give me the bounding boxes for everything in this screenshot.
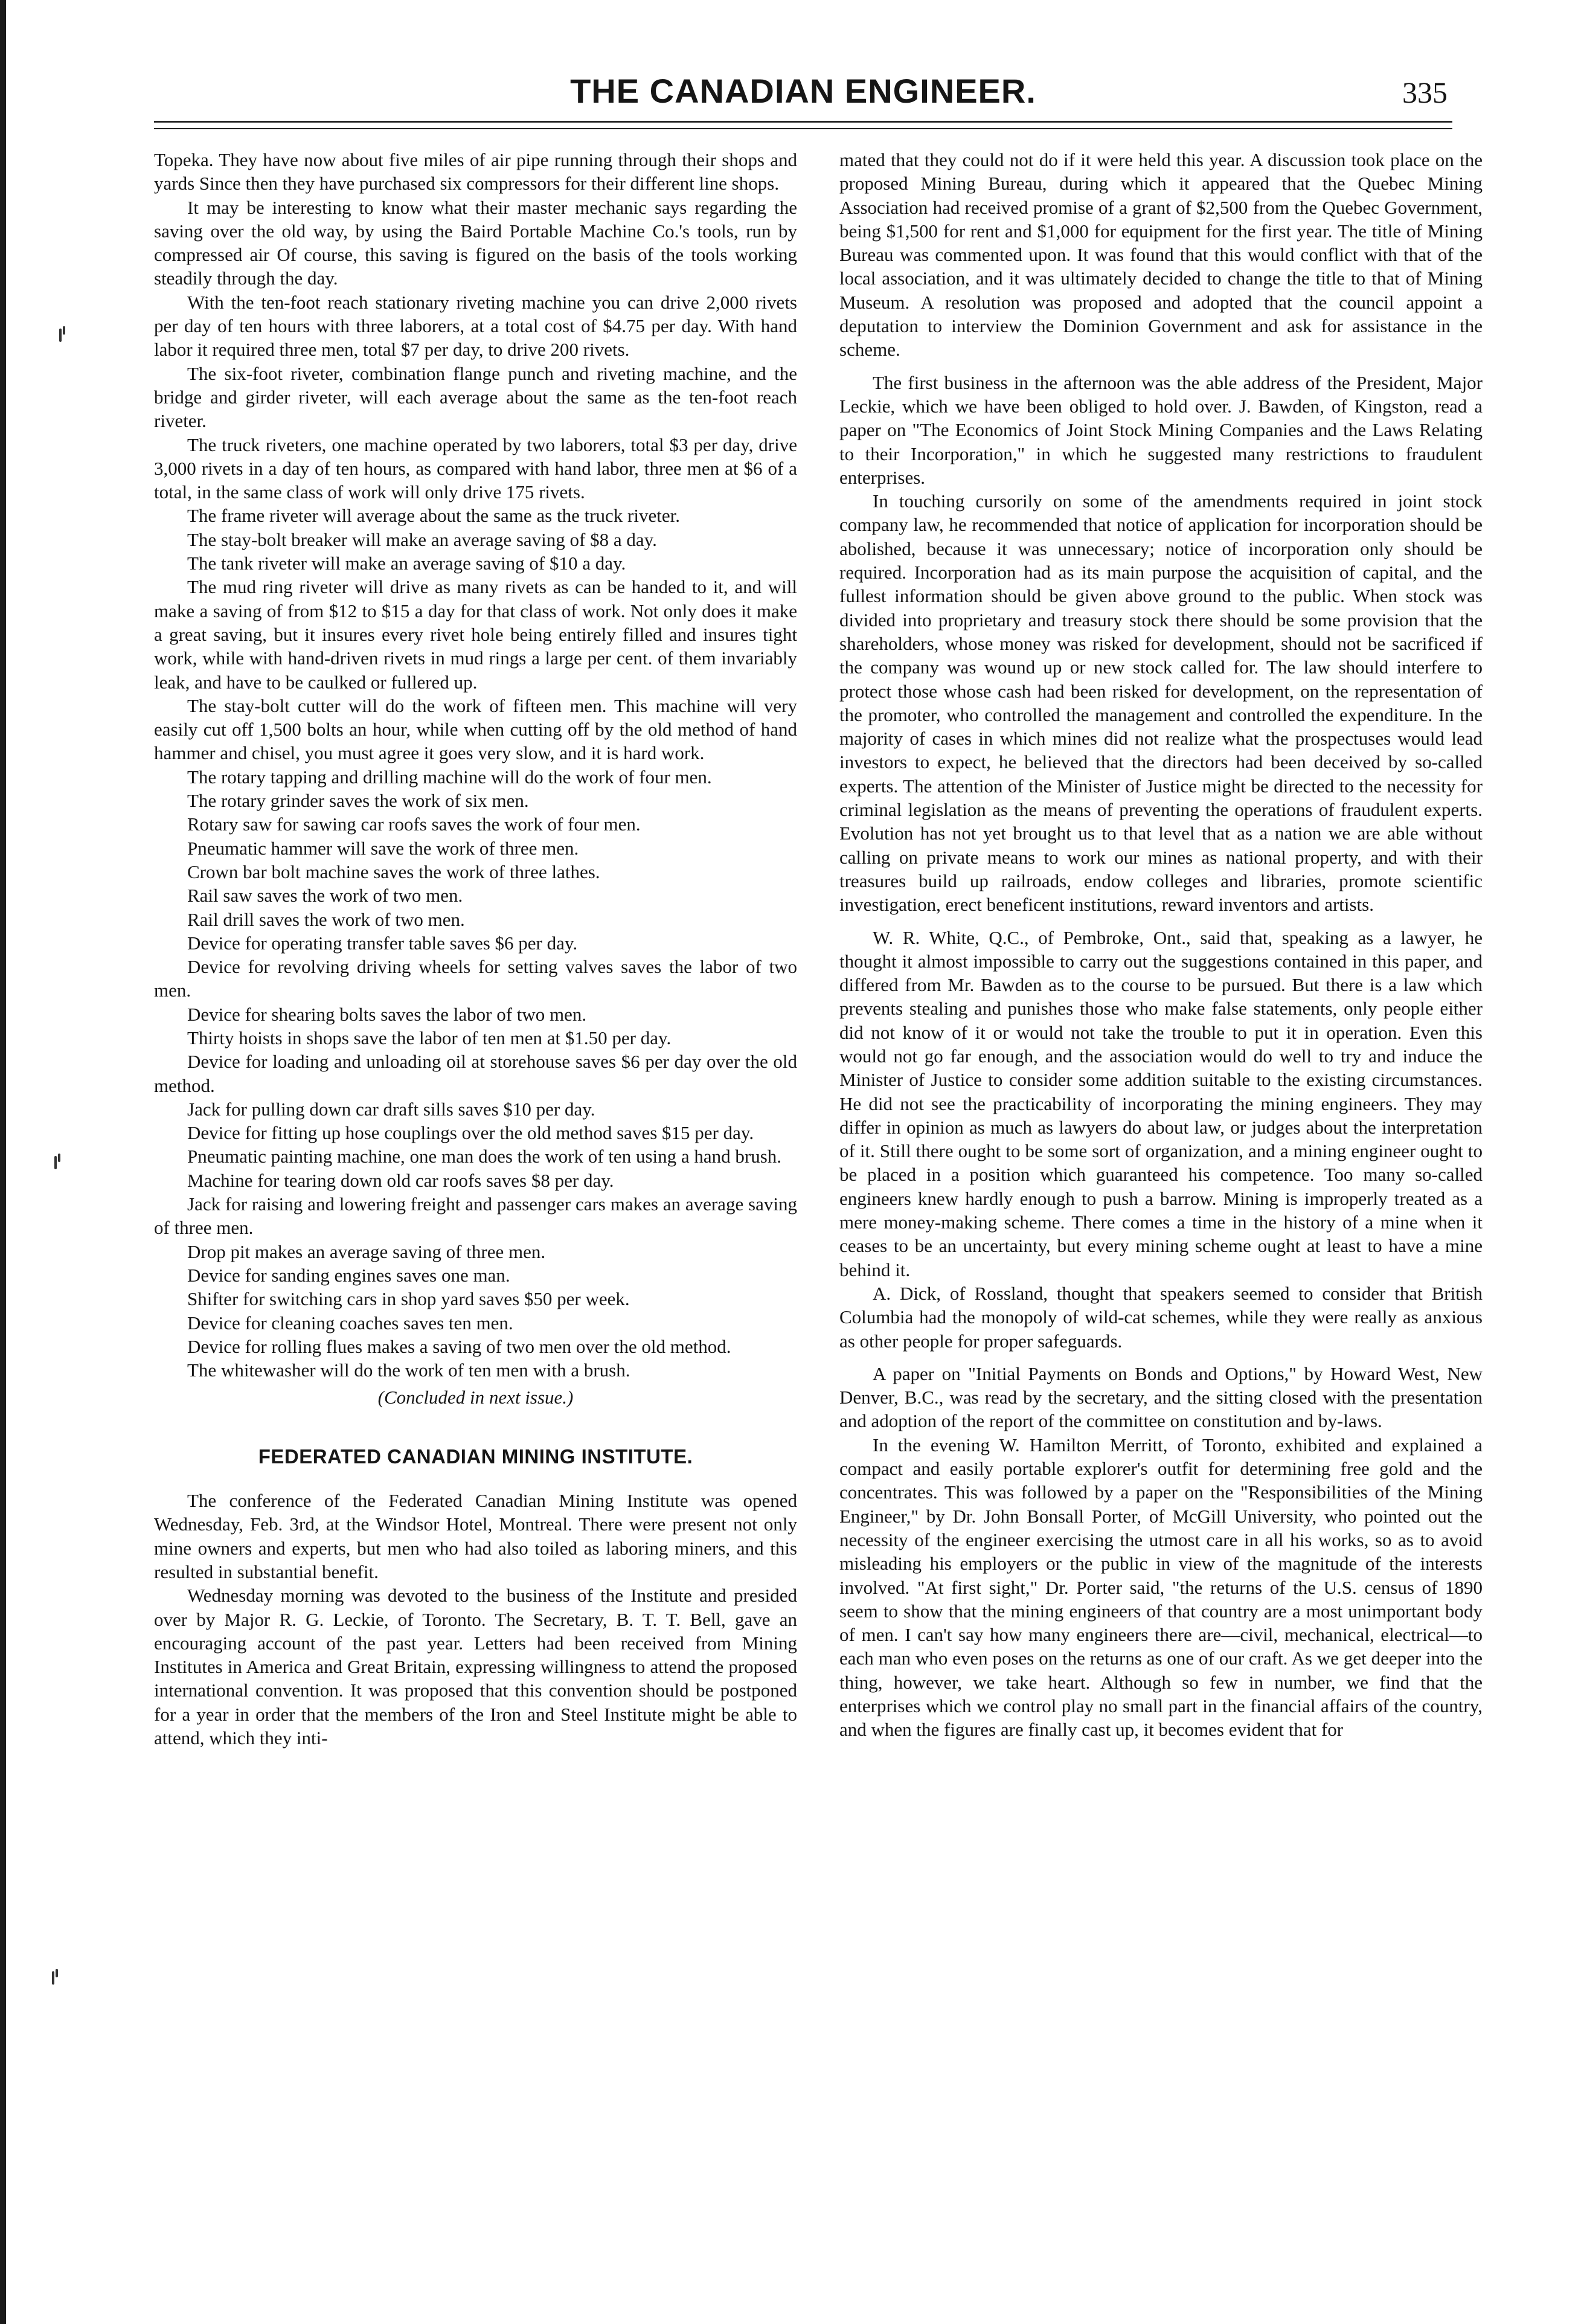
paragraph: Crown bar bolt machine saves the work of three lathes. bbox=[187, 861, 600, 882]
paragraph: The stay-bolt breaker will make an average saving of $8 a day. bbox=[187, 528, 657, 550]
paragraph: In the evening W. Hamilton Merritt, of Toronto, exhibited and explained a compact and easily portable explorer's outfit for determining free gold and the concentrates. This was followed by a paper on the "Responsibilities of the Mining Engineer," by Dr. John Bonsall Porter, of McGill University, who pointed out the necessity of the engineer exercising the utmost care in all his works, so as to avoid misleading his employers or the public in view of the magnitude of the interests involved. "At first sight," Dr. Porter said, "the returns of the U.S. census of 1890 seem to show that the mining engineers of that country are a most unimportant body of men. I can't say how many engineers there are—civil, mechanical, electrical—to each man who even poses on the returns as one of our craft. As we get deeper into the thing, however, we take heart. Although so few in number, we find that the enterprises which we control play no small part in the financial affairs of the country, and when the figures are finally cast up, it becomes evident that for bbox=[839, 1434, 1483, 1741]
paragraph: It may be interesting to know what their master mechanic says regarding the saving over the old way, by using the Baird Portable Machine Co.'s tools, run by compressed air Of course, this saving is figured on the basis of the tools working steadily through the day. bbox=[154, 196, 797, 289]
paragraph: Device for loading and unloading oil at storehouse saves $6 per day over the old method. bbox=[154, 1051, 797, 1096]
paragraph: Rail drill saves the work of two men. bbox=[187, 908, 465, 930]
paragraph: W. R. White, Q.C., of Pembroke, Ont., said that, speaking as a lawyer, he thought it almost impossible to carry out the suggestions contained in this paper, and differed from Mr. Bawden as to the course to be pursued. But there is a law which prevents stealing and punishes those who make false statements, only people either did not know of it or would not take the trouble to put it in operation. Even this would not go far enough, and the association would do well to try and induce the Minister of Justice to consider some addition suitable to the existing circumstances. He did not see the practicability of incorporating the mining engineers. They may differ in opinion as much as lawyers do about law, or judges about the interpretation of it. Still there ought to be some sort of organization, and a mining engineer ought to be placed in a position which guaranteed his competence. Too many so-called engineers knew hardly enough to push a barrow. Mining is improperly treated as a mere money-making scheme. There comes a time in the history of a mine when it ceases to be an uncertainty, but every mining scheme ought at least to have a mine behind it. bbox=[839, 926, 1483, 1280]
paragraph: Rotary saw for sawing car roofs saves the work of four men. bbox=[187, 814, 641, 835]
paragraph: Device for revolving driving wheels for setting valves saves the labor of two men. bbox=[154, 956, 797, 1001]
paragraph: Topeka. They have now about five miles of air pipe running through their shops and yards Since then they have purchased six compressors for their different line shops. bbox=[154, 149, 797, 194]
paragraph: Device for operating transfer table saves $6 per day. bbox=[187, 932, 578, 954]
paragraph: The stay-bolt cutter will do the work of fifteen men. This machine will very easily cut off 1,500 bolts an hour, while when cutting off by the old method of hand hammer and chisel, you must agree it goes very slow, and it is hard work. bbox=[154, 695, 797, 764]
paragraph: The frame riveter will average about the same as the truck riveter. bbox=[187, 505, 680, 527]
binding-edge bbox=[0, 0, 6, 2324]
paragraph: Device for cleaning coaches saves ten men. bbox=[187, 1312, 513, 1334]
paragraph: The rotary grinder saves the work of six men. bbox=[187, 790, 529, 812]
margin-mark bbox=[51, 1969, 59, 1988]
paragraph: The whitewasher will do the work of ten men with a brush. bbox=[187, 1359, 630, 1381]
paragraph: Shifter for switching cars in shop yard saves $50 per week. bbox=[187, 1288, 630, 1310]
paragraph: Thirty hoists in shops save the labor of ten men at $1.50 per day. bbox=[187, 1027, 672, 1048]
paragraph: The truck riveters, one machine operated by two laborers, total $3 per day, drive 3,000 rivets in a day of ten hours, as compared with hand labor, three men at $6 of a total, in the same class of work will only drive 175 rivets. bbox=[154, 434, 797, 503]
paragraph: The rotary tapping and drilling machine will do the work of four men. bbox=[187, 766, 712, 788]
paragraph: In touching cursorily on some of the amendments required in joint stock company law, he recommended that notice of application for incorporation should be abolished, because it was unnecessary; notice of incorporation only should be required. Incorporation had as its main purpose the acquisition of capital, and the fullest information should be given above ground to the public. When stock was divided into proprietary and treasury stock there should be some provision that the shareholders, whose money was risked for development, should not be sacrificed if the company was wound up or new stock called for. The law should interfere to protect those whose cash had been risked for development, on the representation of the promoter, who controlled the management and controlled the expenditure. In the majority of cases in which mines did not realize what the prospectuses would lead investors to expect, he believed that the directors had been deceived by so-called experts. The attention of the Minister of Justice might be directed to the necessity for criminal legislation as the means of preventing the operations of fraudulent experts. Evolution has not yet brought us to that level that as a nation we are able without calling on private means to work our mines as national property, and with their treasures build up railroads, endow colleges and libraries, promote scientific investigation, erect beneficent institutions, reward inventors and artists. bbox=[839, 490, 1483, 916]
paragraph: Pneumatic hammer will save the work of three men. bbox=[187, 837, 579, 859]
paragraph: Jack for raising and lowering freight and passenger cars makes an average saving of three men. bbox=[154, 1193, 797, 1239]
header-rule bbox=[154, 128, 1452, 129]
right-column bbox=[839, 148, 1483, 1742]
paragraph: Jack for pulling down car draft sills saves $10 per day. bbox=[187, 1098, 595, 1120]
paragraph: The conference of the Federated Canadian Mining Institute was opened Wednesday, Feb. 3rd, at the Windsor Hotel, Montreal. There were present not only mine owners and experts, but men who had also toiled as laboring miners, and this resulted in substantial benefit. bbox=[154, 1490, 797, 1582]
paragraph: Device for shearing bolts saves the labor of two men. bbox=[187, 1003, 587, 1025]
paragraph: mated that they could not do if it were held this year. A discussion took place on the proposed Mining Bureau, during which it appeared that the Quebec Mining Association had received promise of a grant of $2,500 from the Quebec Government, being $1,500 for rent and $1,000 for equipment for the first year. The title of Mining Bureau was commented upon. It was found that this would conflict with that of the local association, and it was ultimately decided to change the title to that of Mining Museum. A resolution was proposed and adopted that the council appoint a deputation to interview the Dominion Government and ask for assistance in the scheme. bbox=[839, 149, 1483, 361]
page-header bbox=[154, 65, 1452, 135]
header-rule bbox=[154, 121, 1452, 123]
paragraph: The mud ring riveter will drive as many rivets as can be handed to it, and will make a saving of from $12 to $15 a day for that class of work. Not only does it make a great saving, but it insures every rivet hole being entirely filled and insures tight work, while with hand-driven rivets in mud rings a large per cent. of them invariably leak, and have to be caulked or fullered up. bbox=[154, 576, 797, 693]
paragraph: With the ten-foot reach stationary riveting machine you can drive 2,000 rivets per day of ten hours with three laborers, at a total cost of $4.75 per day. With hand labor it required three men, total $7 per day, to drive 200 rivets. bbox=[154, 291, 797, 361]
paragraph: A paper on "Initial Payments on Bonds and Options," by Howard West, New Denver, B.C., was read by the secretary, and the sitting closed with the presentation and adoption of the report of the committee on constitution and by-laws. bbox=[839, 1363, 1483, 1432]
margin-mark bbox=[58, 326, 66, 345]
page-number: 335 bbox=[1402, 75, 1448, 109]
concluded-note-text: (Concluded in next issue.) bbox=[377, 1387, 574, 1408]
paragraph: A. Dick, of Rossland, thought that speakers seemed to consider that British Columbia had the monopoly of wild-cat schemes, while they were really as anxious as other people for proper safeguards. bbox=[839, 1282, 1483, 1352]
journal-title: THE CANADIAN ENGINEER. bbox=[570, 72, 1036, 110]
paragraph: Device for fitting up hose couplings over the old method saves $15 per day. bbox=[187, 1122, 754, 1144]
paragraph: Drop pit makes an average saving of three men. bbox=[187, 1241, 546, 1262]
paragraph: Rail saw saves the work of two men. bbox=[187, 885, 463, 907]
paragraph: Wednesday morning was devoted to the business of the Institute and presided over by Major R. G. Leckie, of Toronto. The Secretary, B. T. T. Bell, gave an encouraging account of the past year. Letters had been received from Mining Institutes in America and Great Britain, expressing willingness to attend the proposed international convention. It was proposed that this convention should be postponed for a year in order that the members of the Iron and Steel Institute might be able to attend, which they inti- bbox=[154, 1585, 797, 1748]
concluded-note bbox=[154, 1385, 797, 1409]
paragraph: The tank riveter will make an average saving of $10 a day. bbox=[187, 553, 626, 574]
section-heading: FEDERATED CANADIAN MINING INSTITUTE. bbox=[258, 1445, 693, 1468]
paragraph: Pneumatic painting machine, one man does the work of ten using a hand brush. bbox=[187, 1146, 782, 1167]
paragraph: Device for rolling flues makes a saving of two men over the old method. bbox=[187, 1335, 731, 1357]
margin-mark bbox=[53, 1154, 62, 1173]
paragraph: The first business in the afternoon was the able address of the President, Major Leckie, which we have been obliged to hold over. J. Bawden, of Kingston, read a paper on "The Economics of Joint Stock Mining Companies and the Laws Relating to their Incorporation," in which he suggested many restrictions to fraudulent enterprises. bbox=[839, 371, 1483, 488]
left-column bbox=[154, 148, 797, 1750]
paragraph: Machine for tearing down old car roofs saves $8 per day. bbox=[187, 1169, 614, 1191]
paragraph: The six-foot riveter, combination flange punch and riveting machine, and the bridge and girder riveter, will each average about the same as the ten-foot reach riveter. bbox=[154, 362, 797, 432]
paragraph: Device for sanding engines saves one man. bbox=[187, 1264, 510, 1286]
